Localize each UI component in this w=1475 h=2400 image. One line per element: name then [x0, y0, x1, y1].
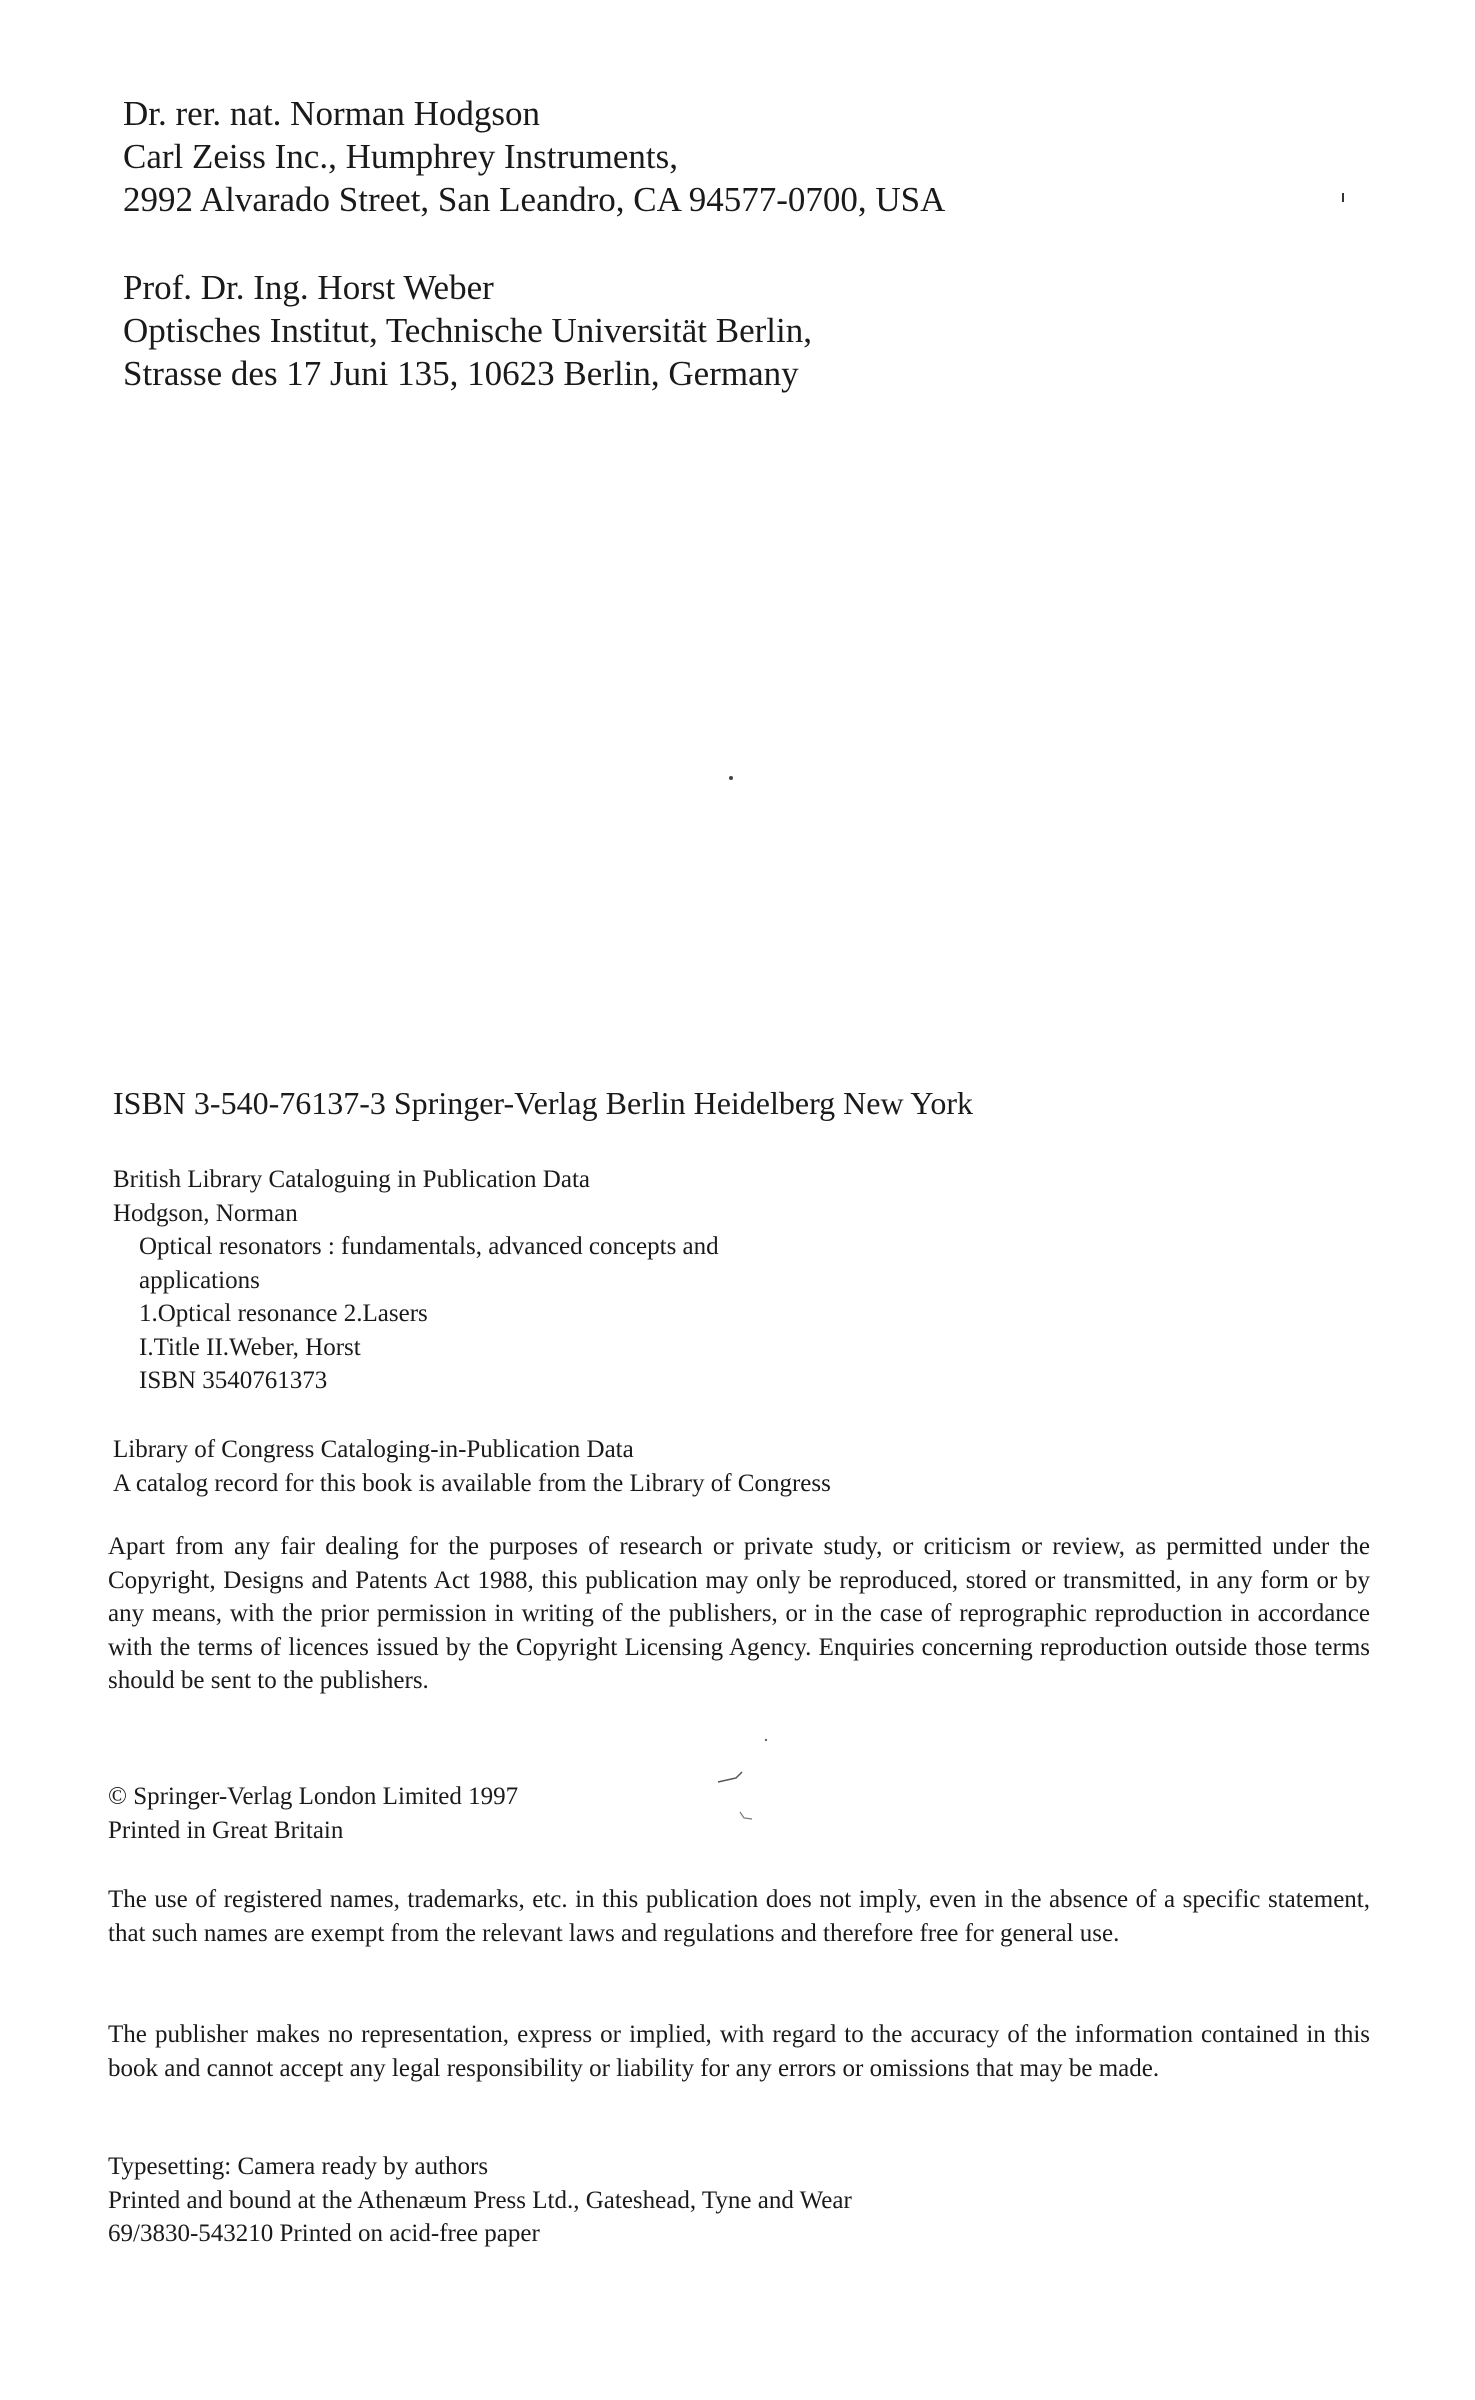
author-name: Dr. rer. nat. Norman Hodgson: [123, 94, 541, 133]
loc-heading: Library of Congress Cataloging-in-Publication Data: [113, 1436, 634, 1463]
speck: [1342, 193, 1344, 202]
author-affiliation: Carl Zeiss Inc., Humphrey Instruments,: [123, 137, 679, 176]
library-of-congress-cip: [113, 1433, 831, 1500]
author-block-hodgson: [123, 92, 945, 221]
cip-isbn: ISBN 3540761373: [139, 1367, 328, 1394]
cip-title-line-2: applications: [139, 1266, 260, 1294]
cip-added-entries: I.Title II.Weber, Horst: [139, 1333, 361, 1361]
liability-notice-paragraph: The publisher makes no representation, express or implied, with regard to the accuracy of the information contained in this book and cannot accept any legal responsibility or liability for any errors or omissions that may be made.: [108, 2021, 1370, 2082]
british-library-cip: [113, 1163, 719, 1398]
imprint-block: [108, 2150, 852, 2251]
author-address: 2992 Alvarado Street, San Leandro, CA 94577-0700, USA: [123, 180, 946, 219]
author-block-weber: [123, 266, 812, 395]
speck: [729, 776, 733, 780]
loc-note: A catalog record for this book is available from the Library of Congress: [113, 1469, 831, 1497]
copyright-line: © Springer-Verlag London Limited 1997: [108, 1783, 519, 1810]
cip-author: Hodgson, Norman: [113, 1199, 298, 1227]
author-address: Strasse des 17 Juni 135, 10623 Berlin, Germany: [123, 354, 799, 393]
speck: [740, 1812, 752, 1819]
trademark-notice-paragraph: The use of registered names, trademarks, etc. in this publication does not imply, even in the absence of a specific statement, that such names are exempt from the relevant laws and regulations and therefore free for general use.: [108, 1886, 1370, 1947]
copyright-notice-paragraph: Apart from any fair dealing for the purposes of research or private study, or criticism or review, as permitted under the Copyright, Designs and Patents Act 1988, this publication may only be reproduced, stored or transmitted, in any form or by any means, with the prior permission in writing of the publishers, or in the case of reprographic reproduction in accordance with the terms of licences issued by the Copyright Licensing Agency. Enquiries concerning reproduction outside those terms should be sent to the publishers.: [108, 1533, 1370, 1694]
printed-in-line: Printed in Great Britain: [108, 1816, 344, 1844]
author-name: Prof. Dr. Ing. Horst Weber: [123, 268, 494, 307]
isbn-publisher-line: ISBN 3-540-76137-3 Springer-Verlag Berlin Heidelberg New York: [113, 1085, 973, 1121]
cip-subjects: 1.Optical resonance 2.Lasers: [139, 1300, 428, 1327]
copyright-holder: [108, 1780, 518, 1847]
author-affiliation: Optisches Institut, Technische Universität Berlin,: [123, 311, 812, 350]
typesetting-line: Typesetting: Camera ready by authors: [108, 2153, 489, 2180]
printer-line: Printed and bound at the Athenæum Press Ltd., Gateshead, Tyne and Wear: [108, 2186, 852, 2214]
cip-heading: British Library Cataloguing in Publication Data: [113, 1166, 591, 1193]
speck: [765, 1739, 767, 1741]
speck: [718, 1772, 742, 1782]
cip-title-line-1: Optical resonators : fundamentals, advanced concepts and: [139, 1233, 719, 1260]
paper-line: 69/3830-543210 Printed on acid-free paper: [108, 2220, 540, 2247]
